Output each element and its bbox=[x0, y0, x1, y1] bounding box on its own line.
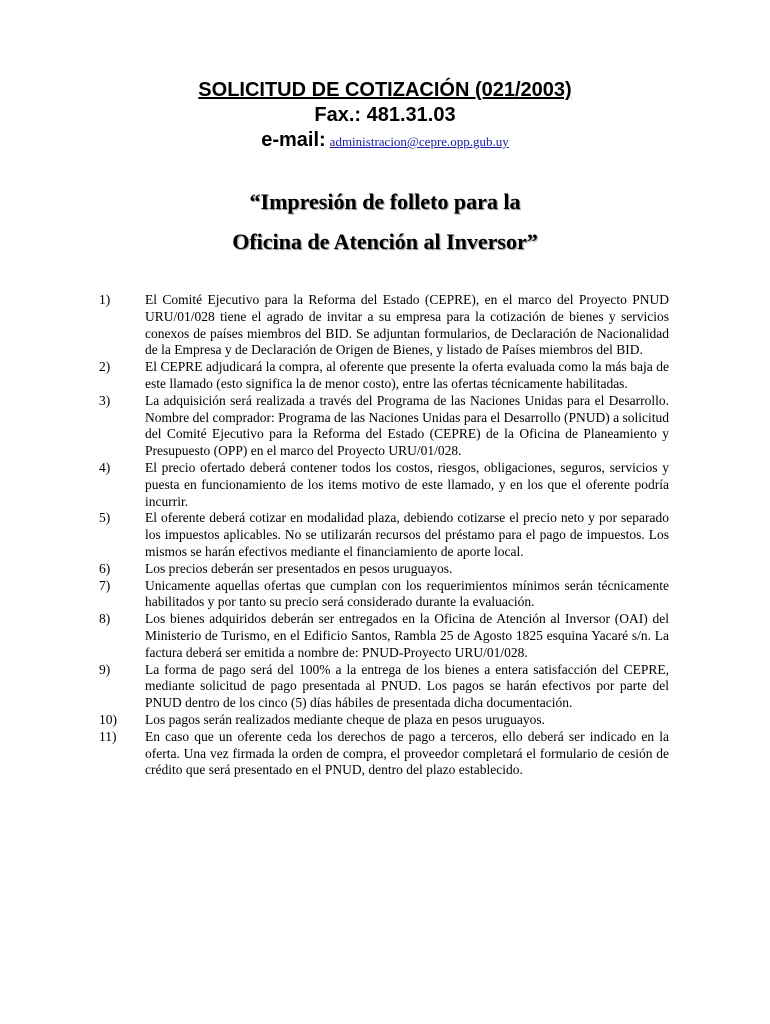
email-label: e-mail: bbox=[261, 129, 326, 151]
subject-line-2: Oficina de Atención al Inversor” bbox=[232, 229, 538, 254]
clause-text: En caso que un oferente ceda los derechos de pago a terceros, ello deberá ser indicado en la oferta. Una vez firmada la orden de compra, el proveedor completará el formulario de cesión de crédito que será presentado en el PNUD, dentro del plazo establecido. bbox=[145, 728, 669, 778]
clause-item bbox=[99, 510, 669, 560]
clause-item bbox=[99, 359, 669, 393]
document-subject bbox=[0, 182, 770, 262]
clause-text: El precio ofertado deberá contener todos los costos, riesgos, obligaciones, seguros, servicios y puesta en funcionamiento de los items motivo de este llamado, y en los que el oferente podría incurrir. bbox=[145, 459, 669, 509]
clause-number: 8) bbox=[99, 611, 111, 627]
clause-text: Los pagos serán realizados mediante cheque de plaza en pesos uruguayos. bbox=[145, 711, 545, 727]
clause-number: 11) bbox=[99, 728, 117, 744]
clause-text: La adquisición será realizada a través del Programa de las Naciones Unidas para el Desarrollo. Nombre del comprador: Programa de las Naciones Unidas para el Desarrollo (PNUD) a solicitud del Comité Ejecutivo para la Reforma del Estado (CEPRE) de la Oficina de Planeamiento y Presupuesto (OPP) en el marco del Proyecto URU/01/028. bbox=[145, 392, 669, 459]
clause-number: 5) bbox=[99, 510, 111, 526]
clause-number: 1) bbox=[99, 292, 111, 307]
clause-number: 4) bbox=[99, 459, 111, 475]
clause-item bbox=[99, 729, 669, 779]
clause-item bbox=[99, 611, 669, 661]
clause-text: Los bienes adquiridos deberán ser entregados en la Oficina de Atención al Inversor (OAI) del Ministerio de Turismo, en el Edificio Santos, Rambla 25 de Agosto 1825 esquina Yacaré s/n. La factura deberá ser emitida a nombre de: PNUD-Proyecto URU/01/028. bbox=[145, 611, 669, 660]
clause-item bbox=[99, 292, 669, 359]
subject-line-1: “Impresión de folleto para la bbox=[249, 189, 521, 214]
clause-number: 7) bbox=[99, 577, 111, 593]
clause-number: 2) bbox=[99, 359, 111, 375]
clause-text: Unicamente aquellas ofertas que cumplan con los requerimientos mínimos serán técnicamente habilitados y por tanto su precio será considerado durante la evaluación. bbox=[145, 577, 669, 610]
request-title: SOLICITUD DE COTIZACIÓN (021/2003) bbox=[198, 79, 572, 101]
clause-item bbox=[99, 662, 669, 712]
clause-text: Los precios deberán ser presentados en pesos uruguayos. bbox=[145, 560, 453, 576]
clause-number: 3) bbox=[99, 392, 111, 408]
document-header bbox=[0, 78, 770, 154]
clause-item bbox=[99, 393, 669, 460]
email-link[interactable]: administracion@cepre.opp.gub.uy bbox=[329, 134, 509, 149]
clause-text: El Comité Ejecutivo para la Reforma del Estado (CEPRE), en el marco del Proyecto PNUD URU/01/028 tiene el agrado de invitar a su empresa para la cotización de bienes y servicios conexos de países miembros del BID. Se adjuntan formularios, de Declaración de Nacionalidad de la Empresa y de Declaración de Origen de Bienes, y listado de Países miembros del BID. bbox=[145, 292, 669, 358]
clause-number: 10) bbox=[99, 711, 117, 727]
clause-number: 6) bbox=[99, 560, 111, 576]
clause-text: El CEPRE adjudicará la compra, al oferente que presente la oferta evaluada como la más baja de este llamado (esto significa la de menor costo), entre las ofertas técnicamente habilitadas. bbox=[145, 359, 669, 391]
clause-list bbox=[99, 292, 669, 779]
clause-text: El oferente deberá cotizar en modalidad plaza, debiendo cotizarse el precio neto y por separado los impuestos aplicables. No se utilizarán recursos del préstamo para el pago de impuestos. Los mismos se harán efectivos mediante el financiamiento de aporte local. bbox=[145, 510, 669, 559]
clause-item bbox=[99, 561, 669, 578]
email-line bbox=[0, 128, 770, 154]
fax-number: Fax.: 481.31.03 bbox=[314, 104, 456, 126]
clause-item bbox=[99, 712, 669, 729]
clause-item bbox=[99, 460, 669, 510]
clause-item bbox=[99, 578, 669, 612]
clause-number: 9) bbox=[99, 661, 111, 677]
clause-text: La forma de pago será del 100% a la entrega de los bienes a entera satisfacción del CEPRE, mediante solicitud de pago presentada al PNUD. Los pagos se harán efectivos por parte del PNUD dentro de los cinco (5) días hábiles de presentada dicha documentación. bbox=[145, 661, 669, 711]
